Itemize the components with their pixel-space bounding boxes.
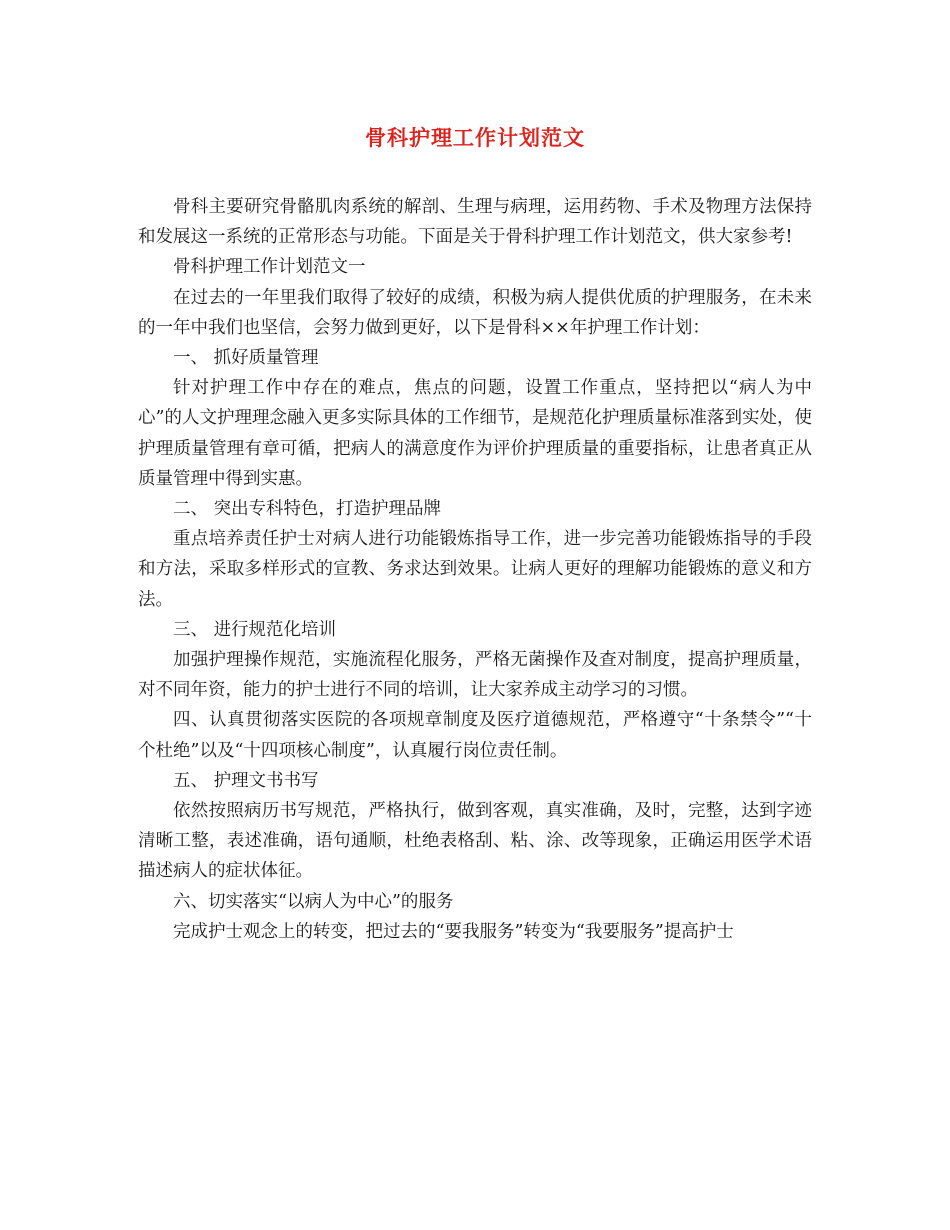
item-heading-5: 五、 护理文书书写 — [173, 770, 319, 791]
intro-paragraph: 骨科主要研究骨骼肌肉系统的解剖、生理与病理，运用药物、手术及物理方法保持和发展这一系统的正常形态与功能。下面是关于骨科护理工作计划范文，供大家参考! — [138, 197, 812, 248]
body-paragraph: 在过去的一年里我们取得了较好的成绩，积极为病人提供优质的护理服务，在未来的一年中我们也坚信，会努力做到更好，以下是骨科××年护理工作计划： — [138, 287, 812, 338]
body-paragraph: 加强护理操作规范，实施流程化服务，严格无菌操作及查对制度，提高护理质量，对不同年资，能力的护士进行不同的培训，让大家养成主动学习的习惯。 — [138, 650, 812, 701]
item-heading-1: 一、 抓好质量管理 — [173, 348, 319, 369]
item-heading-2: 二、 突出专科特色，打造护理品牌 — [173, 499, 442, 520]
body-paragraph: 重点培养责任护士对病人进行功能锻炼指导工作，进一步完善功能锻炼指导的手段和方法，采取多样形式的宣教、务求达到效果。让病人更好的理解功能锻炼的意义和方法。 — [138, 529, 812, 610]
item-paragraph-4: 四、认真贯彻落实医院的各项规章制度及医疗道德规范，严格遵守“十条禁令”“十个杜绝”以及“十四项核心制度”，认真履行岗位责任制。 — [138, 710, 812, 761]
item-heading-6: 六、切实落实“以病人为中心”的服务 — [173, 891, 454, 912]
section-heading-sample-one: 骨科护理工作计划范文一 — [173, 257, 366, 278]
body-paragraph: 依然按照病历书写规范，严格执行，做到客观，真实准确，及时，完整，达到字迹清晰工整，表述准确，语句通顺，杜绝表格刮、粘、涂、改等现象，正确运用医学术语描述病人的症状体征。 — [138, 801, 812, 882]
document-title: 骨科护理工作计划范文 — [365, 125, 585, 150]
document-body — [138, 192, 812, 947]
body-paragraph: 针对护理工作中存在的难点，焦点的问题，设置工作重点，坚持把以“病人为中心”的人文护理理念融入更多实际具体的工作细节，是规范化护理质量标准落到实处，使护理质量管理有章可循，把病人的满意度作为评价护理质量的重要指标，让患者真正从质量管理中得到实惠。 — [138, 378, 812, 489]
item-heading-3: 三、 进行规范化培训 — [173, 619, 337, 640]
body-paragraph: 完成护士观念上的转变，把过去的“要我服务”转变为“我要服务”提高护士 — [173, 921, 734, 942]
